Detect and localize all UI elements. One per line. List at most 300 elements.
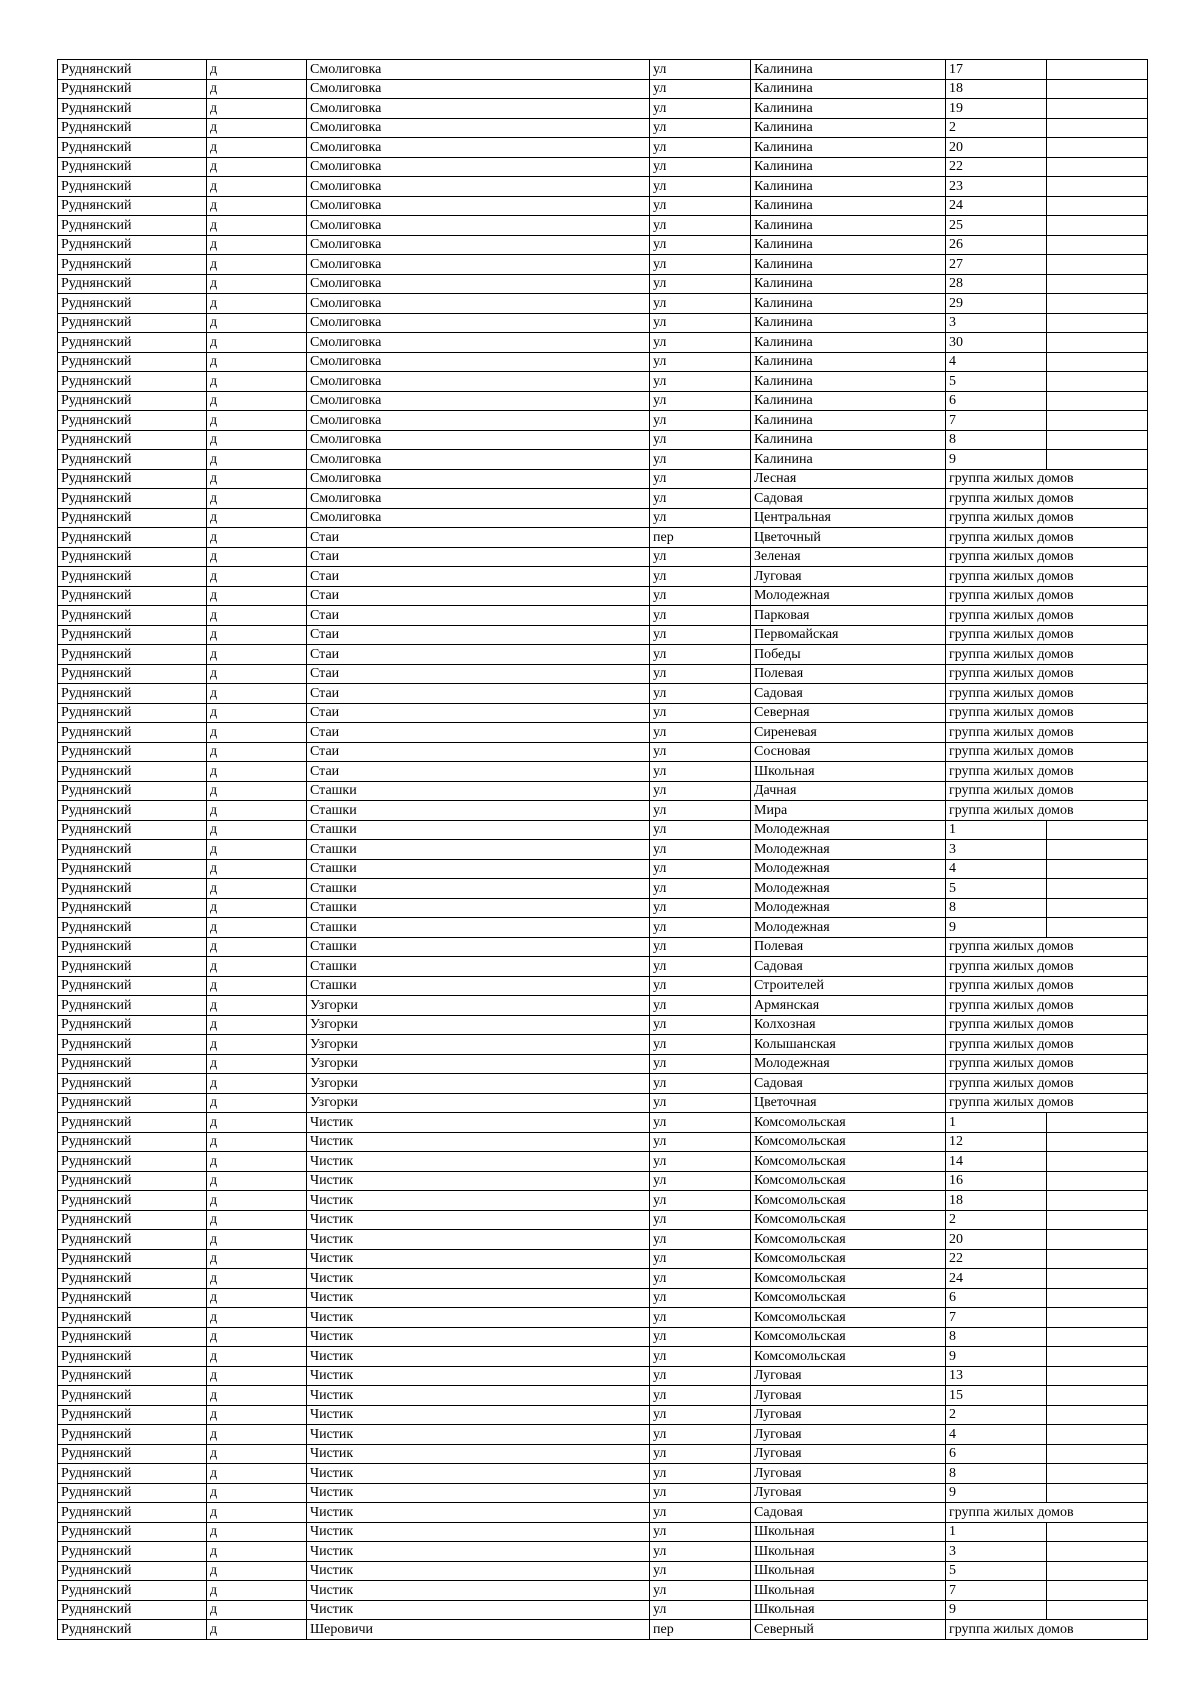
table-row [58,489,1148,509]
street-name-cell: Калинина [751,79,946,99]
house-number-cell: группа жилых домов [946,957,1148,977]
settlement-name-cell: Смолиговка [307,450,650,470]
street-name-cell: Калинина [751,274,946,294]
house-number-cell: группа жилых домов [946,781,1148,801]
table-row [58,196,1148,216]
settlement-type-cell: д [207,879,307,899]
house-number-cell: 6 [946,1444,1047,1464]
street-type-cell: ул [650,372,751,392]
table-row [58,411,1148,431]
settlement-name-cell: Смолиговка [307,196,650,216]
table-row [58,1113,1148,1133]
street-type-cell: ул [650,586,751,606]
settlement-name-cell: Смолиговка [307,372,650,392]
settlement-type-cell: д [207,1171,307,1191]
table-row [58,1425,1148,1445]
street-type-cell: ул [650,352,751,372]
street-name-cell: Комсомольская [751,1171,946,1191]
settlement-name-cell: Чистик [307,1191,650,1211]
settlement-type-cell: д [207,567,307,587]
settlement-name-cell: Узгорки [307,1035,650,1055]
table-row [58,625,1148,645]
house-number-cell: 5 [946,879,1047,899]
extra-cell [1047,1366,1148,1386]
district-cell: Руднянский [58,1483,207,1503]
district-cell: Руднянский [58,1405,207,1425]
street-name-cell: Луговая [751,1483,946,1503]
settlement-name-cell: Шеровичи [307,1620,650,1640]
district-cell: Руднянский [58,450,207,470]
house-number-cell: 16 [946,1171,1047,1191]
district-cell: Руднянский [58,411,207,431]
settlement-type-cell: д [207,411,307,431]
table-row [58,1054,1148,1074]
street-type-cell: ул [650,781,751,801]
extra-cell [1047,177,1148,197]
extra-cell [1047,216,1148,236]
settlement-type-cell: д [207,79,307,99]
district-cell: Руднянский [58,1425,207,1445]
house-number-cell: 1 [946,1113,1047,1133]
district-cell: Руднянский [58,664,207,684]
street-name-cell: Комсомольская [751,1327,946,1347]
street-type-cell: ул [650,547,751,567]
district-cell: Руднянский [58,801,207,821]
house-number-cell: группа жилых домов [946,762,1148,782]
street-name-cell: Зеленая [751,547,946,567]
street-type-cell: ул [650,1581,751,1601]
district-cell: Руднянский [58,586,207,606]
extra-cell [1047,313,1148,333]
house-number-cell: группа жилых домов [946,1054,1148,1074]
table-row [58,1386,1148,1406]
extra-cell [1047,859,1148,879]
street-type-cell: ул [650,1522,751,1542]
street-type-cell: ул [650,820,751,840]
table-row [58,742,1148,762]
street-type-cell: ул [650,898,751,918]
settlement-type-cell: д [207,352,307,372]
house-number-cell: 23 [946,177,1047,197]
settlement-type-cell: д [207,937,307,957]
table-row [58,801,1148,821]
settlement-type-cell: д [207,976,307,996]
settlement-type-cell: д [207,333,307,353]
street-type-cell: ул [650,1308,751,1328]
house-number-cell: группа жилых домов [946,976,1148,996]
settlement-type-cell: д [207,606,307,626]
district-cell: Руднянский [58,489,207,509]
settlement-type-cell: д [207,99,307,119]
house-number-cell: группа жилых домов [946,567,1148,587]
district-cell: Руднянский [58,840,207,860]
street-name-cell: Сиреневая [751,723,946,743]
table-row [58,781,1148,801]
extra-cell [1047,1542,1148,1562]
settlement-name-cell: Стаи [307,586,650,606]
table-row [58,1483,1148,1503]
table-row [58,664,1148,684]
district-cell: Руднянский [58,684,207,704]
street-type-cell: ул [650,1366,751,1386]
extra-cell [1047,1405,1148,1425]
house-number-cell: 9 [946,1600,1047,1620]
extra-cell [1047,1347,1148,1367]
district-cell: Руднянский [58,138,207,158]
settlement-name-cell: Чистик [307,1152,650,1172]
settlement-type-cell: д [207,1464,307,1484]
settlement-name-cell: Смолиговка [307,411,650,431]
street-type-cell: ул [650,99,751,119]
settlement-name-cell: Смолиговка [307,99,650,119]
settlement-name-cell: Стаи [307,723,650,743]
settlement-name-cell: Стаи [307,625,650,645]
district-cell: Руднянский [58,1171,207,1191]
settlement-name-cell: Смолиговка [307,294,650,314]
house-number-cell: 12 [946,1132,1047,1152]
street-type-cell: ул [650,1152,751,1172]
house-number-cell: группа жилых домов [946,1015,1148,1035]
house-number-cell: 8 [946,898,1047,918]
settlement-type-cell: д [207,1542,307,1562]
settlement-type-cell: д [207,1620,307,1640]
district-cell: Руднянский [58,1210,207,1230]
street-type-cell: ул [650,1191,751,1211]
settlement-name-cell: Стаи [307,664,650,684]
extra-cell [1047,196,1148,216]
house-number-cell: группа жилых домов [946,1035,1148,1055]
settlement-type-cell: д [207,645,307,665]
street-type-cell: ул [650,391,751,411]
street-type-cell: ул [650,333,751,353]
settlement-type-cell: д [207,723,307,743]
settlement-name-cell: Сташки [307,937,650,957]
table-row [58,138,1148,158]
extra-cell [1047,1581,1148,1601]
settlement-type-cell: д [207,1074,307,1094]
table-row [58,996,1148,1016]
house-number-cell: 18 [946,79,1047,99]
street-type-cell: ул [650,918,751,938]
table-row [58,918,1148,938]
district-cell: Руднянский [58,177,207,197]
extra-cell [1047,1308,1148,1328]
settlement-type-cell: д [207,1581,307,1601]
settlement-name-cell: Чистик [307,1522,650,1542]
settlement-type-cell: д [207,664,307,684]
street-type-cell: ул [650,625,751,645]
street-name-cell: Школьная [751,1561,946,1581]
district-cell: Руднянский [58,1308,207,1328]
street-name-cell: Калинина [751,255,946,275]
settlement-type-cell: д [207,216,307,236]
settlement-name-cell: Смолиговка [307,235,650,255]
settlement-name-cell: Сташки [307,840,650,860]
settlement-name-cell: Чистик [307,1386,650,1406]
street-type-cell: ул [650,801,751,821]
settlement-type-cell: д [207,489,307,509]
street-type-cell: ул [650,976,751,996]
district-cell: Руднянский [58,1074,207,1094]
street-type-cell: ул [650,1386,751,1406]
extra-cell [1047,79,1148,99]
settlement-type-cell: д [207,1444,307,1464]
table-row [58,1308,1148,1328]
district-cell: Руднянский [58,1191,207,1211]
street-name-cell: Центральная [751,508,946,528]
street-type-cell: ул [650,957,751,977]
district-cell: Руднянский [58,528,207,548]
settlement-name-cell: Сташки [307,898,650,918]
extra-cell [1047,157,1148,177]
house-number-cell: 3 [946,313,1047,333]
house-number-cell: группа жилых домов [946,996,1148,1016]
district-cell: Руднянский [58,1132,207,1152]
district-cell: Руднянский [58,1269,207,1289]
house-number-cell: 9 [946,918,1047,938]
extra-cell [1047,411,1148,431]
street-type-cell: ул [650,606,751,626]
street-name-cell: Комсомольская [751,1152,946,1172]
settlement-name-cell: Стаи [307,742,650,762]
house-number-cell: 2 [946,1405,1047,1425]
street-type-cell: ул [650,450,751,470]
extra-cell [1047,1425,1148,1445]
house-number-cell: 3 [946,1542,1047,1562]
settlement-type-cell: д [207,60,307,80]
settlement-name-cell: Смолиговка [307,216,650,236]
settlement-name-cell: Смолиговка [307,333,650,353]
house-number-cell: 20 [946,1230,1047,1250]
table-row [58,60,1148,80]
street-type-cell: ул [650,196,751,216]
house-number-cell: группа жилых домов [946,664,1148,684]
street-type-cell: ул [650,177,751,197]
district-cell: Руднянский [58,1600,207,1620]
address-table-body [58,60,1148,1640]
street-type-cell: ул [650,1132,751,1152]
street-name-cell: Северный [751,1620,946,1640]
settlement-name-cell: Сташки [307,781,650,801]
street-name-cell: Школьная [751,1522,946,1542]
street-name-cell: Школьная [751,1600,946,1620]
table-row [58,1132,1148,1152]
street-type-cell: ул [650,469,751,489]
table-row [58,1093,1148,1113]
street-type-cell: ул [650,1347,751,1367]
district-cell: Руднянский [58,1464,207,1484]
street-name-cell: Молодежная [751,859,946,879]
table-row [58,820,1148,840]
house-number-cell: 13 [946,1366,1047,1386]
table-row [58,216,1148,236]
street-name-cell: Молодежная [751,586,946,606]
settlement-type-cell: д [207,430,307,450]
house-number-cell: 8 [946,430,1047,450]
street-name-cell: Луговая [751,1366,946,1386]
settlement-type-cell: д [207,684,307,704]
street-name-cell: Колышанская [751,1035,946,1055]
district-cell: Руднянский [58,1503,207,1523]
table-row [58,235,1148,255]
house-number-cell: 1 [946,1522,1047,1542]
house-number-cell: 3 [946,840,1047,860]
district-cell: Руднянский [58,469,207,489]
settlement-name-cell: Сташки [307,957,650,977]
table-row [58,1210,1148,1230]
district-cell: Руднянский [58,1113,207,1133]
district-cell: Руднянский [58,352,207,372]
extra-cell [1047,274,1148,294]
table-row [58,606,1148,626]
settlement-name-cell: Узгорки [307,1074,650,1094]
street-name-cell: Полевая [751,664,946,684]
district-cell: Руднянский [58,625,207,645]
settlement-type-cell: д [207,508,307,528]
settlement-type-cell: д [207,1191,307,1211]
house-number-cell: 2 [946,118,1047,138]
settlement-type-cell: д [207,1210,307,1230]
house-number-cell: группа жилых домов [946,489,1148,509]
street-name-cell: Колхозная [751,1015,946,1035]
table-row [58,645,1148,665]
settlement-name-cell: Стаи [307,606,650,626]
extra-cell [1047,820,1148,840]
district-cell: Руднянский [58,1015,207,1035]
table-row [58,450,1148,470]
street-name-cell: Цветочный [751,528,946,548]
settlement-type-cell: д [207,294,307,314]
street-name-cell: Молодежная [751,898,946,918]
settlement-name-cell: Чистик [307,1269,650,1289]
settlement-type-cell: д [207,391,307,411]
house-number-cell: 5 [946,372,1047,392]
extra-cell [1047,1522,1148,1542]
house-number-cell: группа жилых домов [946,937,1148,957]
settlement-type-cell: д [207,918,307,938]
address-table [57,59,1148,1640]
house-number-cell: группа жилых домов [946,1503,1148,1523]
house-number-cell: 7 [946,1308,1047,1328]
street-name-cell: Строителей [751,976,946,996]
street-name-cell: Калинина [751,411,946,431]
table-row [58,898,1148,918]
settlement-name-cell: Чистик [307,1171,650,1191]
street-name-cell: Луговая [751,1444,946,1464]
house-number-cell: 24 [946,196,1047,216]
district-cell: Руднянский [58,1444,207,1464]
table-row [58,1581,1148,1601]
street-type-cell: ул [650,1444,751,1464]
district-cell: Руднянский [58,508,207,528]
settlement-type-cell: д [207,1132,307,1152]
street-name-cell: Калинина [751,138,946,158]
settlement-type-cell: д [207,703,307,723]
district-cell: Руднянский [58,157,207,177]
street-type-cell: ул [650,742,751,762]
street-name-cell: Калинина [751,99,946,119]
house-number-cell: группа жилых домов [946,606,1148,626]
settlement-type-cell: д [207,957,307,977]
settlement-name-cell: Узгорки [307,1093,650,1113]
house-number-cell: 6 [946,1288,1047,1308]
table-row [58,1015,1148,1035]
settlement-name-cell: Смолиговка [307,157,650,177]
house-number-cell: группа жилых домов [946,625,1148,645]
street-name-cell: Полевая [751,937,946,957]
district-cell: Руднянский [58,235,207,255]
settlement-type-cell: д [207,801,307,821]
settlement-name-cell: Чистик [307,1561,650,1581]
settlement-type-cell: д [207,742,307,762]
table-row [58,1269,1148,1289]
table-row [58,957,1148,977]
district-cell: Руднянский [58,723,207,743]
street-type-cell: ул [650,411,751,431]
district-cell: Руднянский [58,1581,207,1601]
house-number-cell: 30 [946,333,1047,353]
table-row [58,1561,1148,1581]
street-name-cell: Комсомольская [751,1347,946,1367]
district-cell: Руднянский [58,996,207,1016]
extra-cell [1047,898,1148,918]
settlement-type-cell: д [207,859,307,879]
street-name-cell: Садовая [751,684,946,704]
street-name-cell: Школьная [751,1542,946,1562]
street-type-cell: ул [650,1503,751,1523]
extra-cell [1047,1113,1148,1133]
settlement-name-cell: Чистик [307,1132,650,1152]
settlement-name-cell: Чистик [307,1249,650,1269]
settlement-type-cell: д [207,1269,307,1289]
district-cell: Руднянский [58,313,207,333]
street-name-cell: Лесная [751,469,946,489]
district-cell: Руднянский [58,99,207,119]
table-row [58,879,1148,899]
extra-cell [1047,352,1148,372]
house-number-cell: 6 [946,391,1047,411]
street-name-cell: Калинина [751,216,946,236]
street-type-cell: ул [650,1405,751,1425]
district-cell: Руднянский [58,957,207,977]
settlement-type-cell: д [207,157,307,177]
district-cell: Руднянский [58,1230,207,1250]
street-name-cell: Комсомольская [751,1249,946,1269]
extra-cell [1047,294,1148,314]
settlement-name-cell: Смолиговка [307,274,650,294]
district-cell: Руднянский [58,937,207,957]
street-type-cell: ул [650,1210,751,1230]
settlement-type-cell: д [207,1386,307,1406]
district-cell: Руднянский [58,79,207,99]
street-type-cell: ул [650,645,751,665]
district-cell: Руднянский [58,216,207,236]
settlement-name-cell: Чистик [307,1347,650,1367]
settlement-type-cell: д [207,1249,307,1269]
house-number-cell: 4 [946,859,1047,879]
house-number-cell: 19 [946,99,1047,119]
district-cell: Руднянский [58,1093,207,1113]
street-type-cell: ул [650,1327,751,1347]
street-name-cell: Калинина [751,177,946,197]
extra-cell [1047,1230,1148,1250]
settlement-name-cell: Сташки [307,879,650,899]
house-number-cell: 9 [946,1483,1047,1503]
house-number-cell: группа жилых домов [946,1074,1148,1094]
street-type-cell: ул [650,1483,751,1503]
street-name-cell: Калинина [751,157,946,177]
house-number-cell: группа жилых домов [946,528,1148,548]
